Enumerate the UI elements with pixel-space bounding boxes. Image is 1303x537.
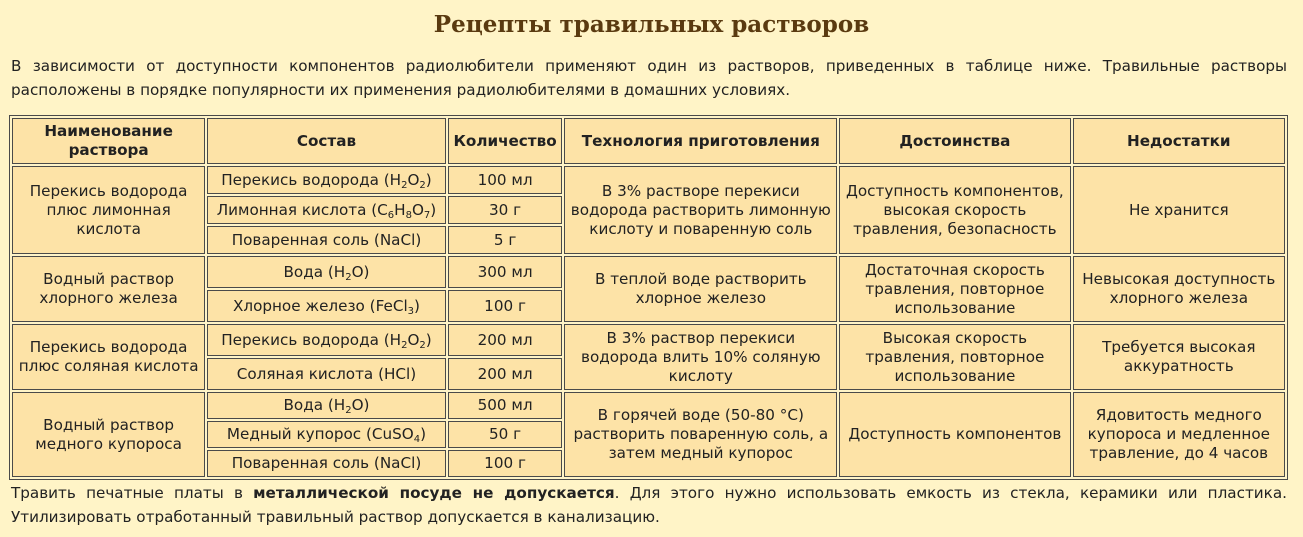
header-composition: Состав (207, 118, 446, 164)
component: Поваренная соль (NaCl) (207, 226, 446, 254)
component-quantity: 500 мл (448, 392, 563, 419)
component: Перекись водорода $(H_2O_2)$ (207, 166, 446, 194)
outro-paragraph (11, 481, 1287, 529)
component-quantity: 200 мл (448, 358, 563, 390)
header-cons: Недостатки (1073, 118, 1285, 164)
technology: В горячей воде (50-80 °C) растворить поваренную соль, а затем медный купорос (564, 392, 837, 477)
cons: Не хранится (1073, 166, 1285, 254)
component-quantity: 50 г (448, 421, 563, 448)
cons: Требуется высокая аккуратность (1073, 324, 1285, 390)
component: Вода $(H_2O)$ (207, 256, 446, 288)
component-quantity: 100 г (448, 450, 563, 477)
header-name: Наименование раствора (12, 118, 205, 164)
component-quantity: 5 г (448, 226, 563, 254)
header-quantity: Количество (448, 118, 563, 164)
page-title: Рецепты травильных растворов (433, 11, 870, 38)
technology: В теплой воде растворить хлорное железо (564, 256, 837, 322)
technology: В 3% растворе перекиси водорода растворить лимонную кислоту и поваренную соль (564, 166, 837, 254)
component-quantity: 200 мл (448, 324, 563, 356)
solution-name: Водный раствор медного купороса (12, 392, 205, 477)
component-quantity: 30 г (448, 196, 563, 224)
table-row (12, 324, 1285, 356)
component: Лимонная кислота $(C_6H_8O_7)$ (207, 196, 446, 224)
table-row (12, 256, 1285, 288)
component-quantity: 100 г (448, 290, 563, 322)
component: Медный купорос (CuSO$_4$) (207, 421, 446, 448)
outro-text-start: Травить печатные платы в (11, 484, 254, 502)
component: Перекись водорода $(H_2O_2)$ (207, 324, 446, 356)
component: Соляная кислота (HCl) (207, 358, 446, 390)
intro-paragraph: В зависимости от доступности компонентов радиолюбители применяют один из растворов, приведенных в таблице ниже. Травильные растворы расположены в порядке популярности их применения радиолюбителями в домашних условиях. (11, 57, 1287, 99)
table-row (12, 392, 1285, 419)
solution-name: Перекись водорода плюс лимонная кислота (12, 166, 205, 254)
cons: Ядовитость медного купороса и медленное травление, до 4 часов (1073, 392, 1285, 477)
technology: В 3% раствор перекиси водорода влить 10% соляную кислоту (564, 324, 837, 390)
pros: Доступность компонентов, высокая скорость травления, безопасность (839, 166, 1070, 254)
outro-warning: металлической посуде не допускается (253, 484, 615, 502)
header-pros: Достоинства (839, 118, 1070, 164)
table-header-row (12, 118, 1285, 164)
component-quantity: 100 мл (448, 166, 563, 194)
outro-text-end: . Для этого нужно использовать емкость из стекла, керамики или пластика. Утилизировать отработанный травильный раствор допускается в канализацию. (11, 484, 1287, 526)
pros: Достаточная скорость травления, повторное использование (839, 256, 1070, 322)
etching-solutions-table (9, 115, 1288, 480)
pros: Высокая скорость травления, повторное использование (839, 324, 1070, 390)
solution-name: Перекись водорода плюс соляная кислота (12, 324, 205, 390)
component: Хлорное железо (FeCl$_3$) (207, 290, 446, 322)
component: Вода $(H_2O)$ (207, 392, 446, 419)
pros: Доступность компонентов (839, 392, 1070, 477)
solution-name: Водный раствор хлорного железа (12, 256, 205, 322)
component-quantity: 300 мл (448, 256, 563, 288)
component: Поваренная соль (NaCl) (207, 450, 446, 477)
cons: Невысокая доступность хлорного железа (1073, 256, 1285, 322)
header-technology: Технология приготовления (564, 118, 837, 164)
table-row (12, 166, 1285, 194)
